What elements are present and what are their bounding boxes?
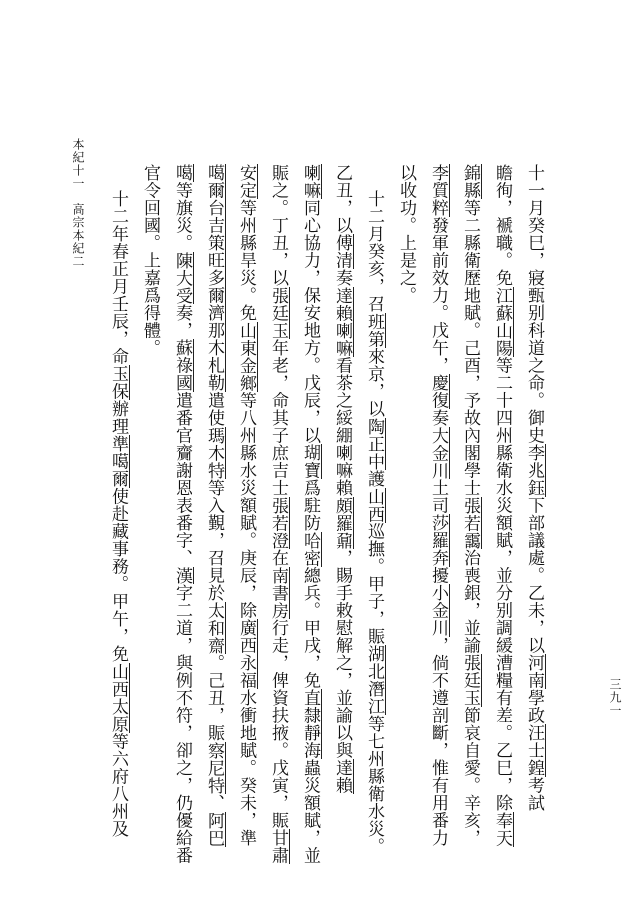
text-run: 十二年春正月壬辰，命: [108, 190, 128, 365]
text-column: [168, 164, 194, 864]
text-column: [488, 164, 514, 847]
proper-noun: 漢: [172, 566, 192, 584]
proper-noun: 哈密: [300, 531, 320, 567]
text-run: 等旗災。: [172, 181, 192, 252]
proper-noun: 達賴喇嘛: [332, 286, 352, 357]
proper-noun: 廣西: [236, 619, 256, 654]
text-run: ，賜手敕慰解之，並諭以與: [332, 549, 352, 759]
text-run: 等二縣衛歷地賦。己酉，予故內閣學士: [460, 199, 480, 497]
proper-noun: 南書房: [268, 566, 288, 619]
text-run: 治喪銀，並諭: [460, 549, 480, 654]
proper-noun: 江蘇: [492, 286, 512, 322]
text-run: 遣番官齎謝恩表番字、: [172, 391, 192, 567]
proper-noun: 汪士鍠: [524, 724, 544, 777]
proper-noun: 湖北: [364, 645, 384, 680]
text-run: 奏: [428, 409, 448, 427]
text-column: [520, 164, 546, 812]
proper-noun: 河南: [524, 654, 544, 689]
proper-noun: 噶: [172, 164, 192, 182]
text-run: 字二道，與例不符，卻之，仍優給番: [172, 584, 192, 864]
proper-noun: 達賴: [332, 759, 352, 794]
text-column: [296, 164, 322, 864]
proper-noun: 班第: [364, 312, 384, 348]
text-run: 賑之。丁丑，以: [268, 164, 288, 287]
proper-noun: 金鄉: [236, 356, 256, 392]
text-run: 辦理: [108, 400, 128, 435]
text-run: 看茶之綏綳喇嘛賴: [332, 356, 352, 497]
text-run: 節哀自愛。辛亥，: [460, 706, 480, 847]
proper-noun: 阿巴: [204, 811, 224, 847]
text-run: 、: [204, 794, 224, 812]
text-column: [392, 164, 418, 304]
text-run: 等七州縣衛水災。: [364, 715, 384, 855]
running-head: 本紀十一 高宗本紀二: [71, 138, 85, 268]
proper-noun: 李質粹: [428, 164, 448, 217]
proper-noun: 噶爾: [204, 164, 224, 199]
proper-noun: 蘇祿國: [172, 339, 192, 392]
text-run: 乙丑，以: [332, 164, 352, 234]
proper-noun: 直隸: [300, 689, 320, 724]
text-run: 官令回國。上嘉爲得體。: [140, 164, 160, 357]
text-run: 護: [364, 470, 384, 488]
text-run: 下部議處。乙未，以: [524, 496, 544, 654]
text-run: 爲駐防: [300, 479, 320, 532]
proper-noun: 張廷玉: [268, 286, 288, 339]
text-run: 水衝地賦。癸未，準: [236, 689, 256, 847]
text-column: [104, 190, 130, 838]
proper-noun: 山西: [364, 487, 384, 523]
text-run: 行走，俾資扶掖。戊寅，賑: [268, 619, 288, 829]
text-run: 。己丑，賑: [204, 654, 224, 742]
proper-noun: 靜海: [300, 724, 320, 759]
proper-noun: 張若澄: [268, 496, 288, 549]
text-run: 巡撫。甲子，賑: [364, 522, 384, 645]
text-run: 土司: [428, 479, 448, 514]
proper-noun: 張若靄: [460, 496, 480, 549]
proper-noun: 永福: [236, 654, 256, 689]
proper-noun: 喇嘛: [300, 164, 320, 199]
text-run: 等二十四州縣衛水災額賦，並分别調緩漕糧有差。乙巳，除: [492, 356, 512, 812]
proper-noun: 李兆鈺: [524, 444, 544, 497]
proper-noun: 奉天: [492, 811, 512, 847]
text-run: 奏，: [172, 304, 192, 339]
text-run: 奏: [332, 269, 352, 287]
text-run: 御史: [524, 409, 544, 444]
proper-noun: 太和齋: [204, 601, 224, 654]
text-run: 年老，命其子庶吉士: [268, 339, 288, 497]
proper-noun: 頗羅鼐: [332, 496, 352, 549]
proper-noun: 甘肅: [268, 829, 288, 864]
text-run: ，倘不遵剖斷，惟有用番力: [428, 636, 448, 847]
proper-noun: 山東: [236, 321, 256, 357]
proper-noun: 察尼特: [204, 741, 224, 794]
text-column: [264, 164, 290, 864]
text-run: 以收功。上是之。: [396, 164, 416, 304]
text-column: [200, 164, 226, 847]
proper-noun: 山西: [108, 662, 128, 698]
proper-noun: 策旺多爾濟那木札勒: [204, 234, 224, 392]
text-run: 來京，以: [364, 347, 384, 418]
text-run: 同心協力，保安地方。戊辰，以: [300, 199, 320, 444]
proper-noun: 錦縣: [460, 164, 480, 199]
text-run: 發軍前效力。戊午，: [428, 216, 448, 374]
proper-noun: 傅清: [332, 234, 352, 269]
text-run: 瞻徇，褫職。免: [492, 164, 512, 287]
proper-noun: 慶復: [428, 374, 448, 409]
text-run: 等八州縣水災額賦。庚辰，除: [236, 391, 256, 619]
proper-noun: 山陽: [492, 321, 512, 357]
text-run: 十一月癸巳，寢甄别科道之命。: [524, 164, 544, 409]
text-run: 在: [268, 549, 288, 567]
text-run: 擾: [428, 566, 448, 584]
text-run: 總兵。甲戌，免: [300, 566, 320, 689]
text-column: [456, 164, 482, 847]
text-run: 蟲災額賦，並: [300, 759, 320, 864]
text-column: [232, 164, 258, 847]
proper-noun: 陳大受: [172, 251, 192, 304]
text-run: 等州縣旱災。免: [236, 199, 256, 322]
proper-noun: 莎羅奔: [428, 514, 448, 567]
proper-noun: 玉保: [108, 365, 128, 400]
text-run: 等六府八州及: [108, 732, 128, 838]
proper-noun: 陶正中: [364, 417, 384, 470]
text-run: 遣使: [204, 391, 224, 427]
proper-noun: 安定: [236, 164, 256, 199]
proper-noun: 瑪木特: [204, 426, 224, 479]
proper-noun: 小金川: [428, 584, 448, 637]
page-number: 三九一: [608, 678, 622, 717]
text-column: [360, 190, 386, 855]
text-run: 考試: [524, 776, 544, 812]
text-column: [328, 164, 354, 794]
text-run: 使赴藏事務。甲午，免: [108, 487, 128, 663]
proper-noun: 準噶爾: [108, 435, 128, 488]
proper-noun: 太原: [108, 697, 128, 733]
text-run: 等入覲，召見於: [204, 479, 224, 602]
proper-noun: 大金川: [428, 426, 448, 479]
proper-noun: 潛江: [364, 680, 384, 715]
text-run: 學政: [524, 689, 544, 724]
text-column: [136, 164, 162, 357]
proper-noun: 瑚寶: [300, 444, 320, 479]
text-run: 十二月癸亥，召: [364, 190, 384, 313]
text-column: [424, 164, 450, 847]
proper-noun: 張廷玉: [460, 654, 480, 707]
proper-noun: 台吉: [204, 199, 224, 234]
